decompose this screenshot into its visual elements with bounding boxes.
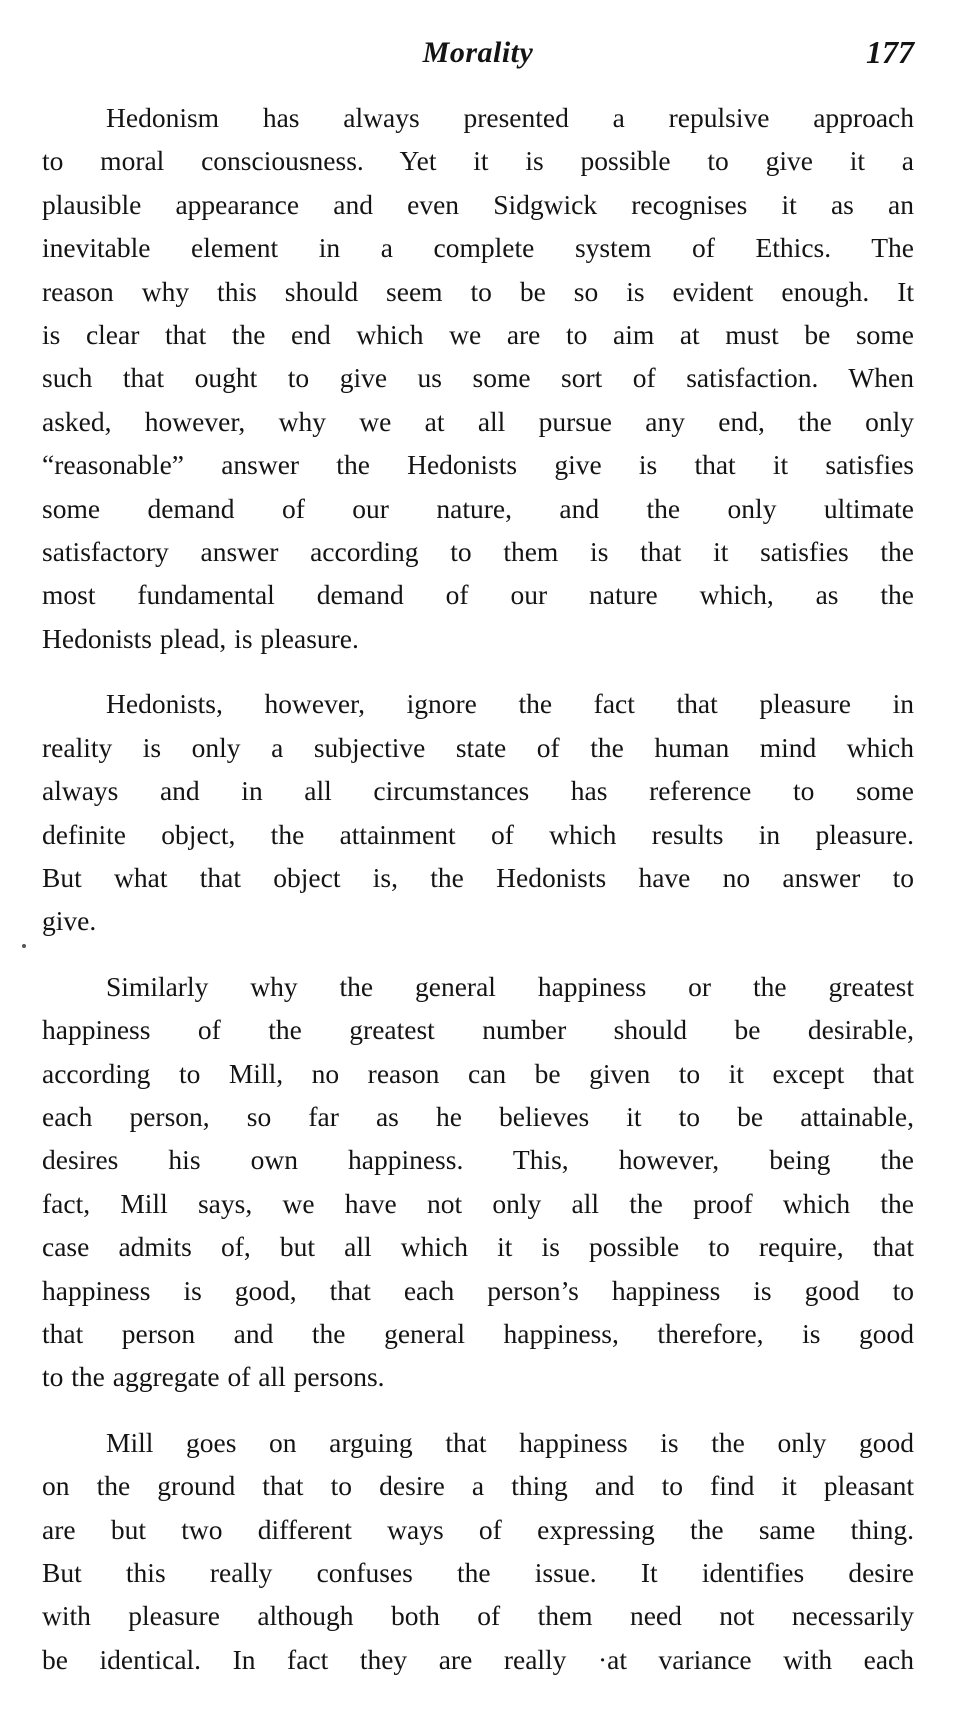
text-line: be identical. In fact they are really ·at variance with each (42, 1643, 914, 1675)
text-line: fact, Mill says, we have not only all the proof which the (42, 1187, 914, 1219)
text-line: give. (42, 905, 97, 937)
text-line: reason why this should seem to be so is evident enough. It (42, 275, 914, 307)
text-line: to moral consciousness. Yet it is possible to give it a (42, 145, 914, 177)
text-line: desires his own happiness. This, however, being the (42, 1144, 914, 1176)
text-line: Hedonism has always presented a repulsive approach (106, 102, 914, 133)
text-line: But this really confuses the issue. It identifies desire (42, 1557, 914, 1588)
body-text (42, 96, 914, 1703)
text-line: each person, so far as he believes it to be attainable, (42, 1100, 914, 1132)
text-line: that person and the general happiness, therefore, is good (42, 1317, 914, 1349)
text-line: most fundamental demand of our nature which, as the (42, 579, 914, 611)
text-line: Mill goes on arguing that happiness is the only good (106, 1426, 914, 1458)
text-line: “reasonable” answer the Hedonists give is that it satisfies (42, 449, 914, 481)
page-number: 177 (866, 34, 914, 70)
text-line: happiness of the greatest number should be desirable, (42, 1014, 914, 1046)
running-header (42, 28, 914, 78)
paragraph-1 (42, 96, 914, 660)
text-line: case admits of, but all which it is possible to require, that (42, 1231, 914, 1263)
text-line: on the ground that to desire a thing and to find it pleasant (42, 1470, 914, 1502)
running-title: Morality (422, 36, 534, 69)
text-line: reality is only a subjective state of the human mind which (42, 731, 914, 763)
print-speck (22, 944, 26, 948)
text-line: plausible appearance and even Sidgwick recognises it as an (42, 188, 914, 220)
paragraph-2 (42, 682, 914, 942)
text-line: such that ought to give us some sort of satisfaction. When (42, 362, 914, 394)
text-line: Hedonists, however, ignore the fact that pleasure in (106, 688, 914, 720)
text-line: is clear that the end which we are to aim at must be some (42, 319, 914, 351)
paragraph-4 (42, 1421, 914, 1681)
text-line: Similarly why the general happiness or the greatest (106, 970, 914, 1002)
text-line: some demand of our nature, and the only ultimate (42, 492, 914, 524)
text-line: with pleasure although both of them need not necessarily (42, 1600, 914, 1632)
text-line: happiness is good, that each person’s happiness is good to (42, 1274, 914, 1306)
text-line: are but two different ways of expressing the same thing. (42, 1513, 914, 1545)
text-line: to the aggregate of all persons. (42, 1361, 385, 1393)
text-line: asked, however, why we at all pursue any end, the only (42, 405, 914, 437)
text-line: Hedonists plead, is pleasure. (42, 622, 359, 654)
text-line: definite object, the attainment of which results in pleasure. (42, 818, 914, 850)
paragraph-3 (42, 965, 914, 1399)
text-line: inevitable element in a complete system of Ethics. The (42, 232, 914, 264)
text-line: according to Mill, no reason can be given to it except that (42, 1057, 914, 1089)
text-line: But what that object is, the Hedonists have no answer to (42, 861, 914, 893)
text-line: always and in all circumstances has reference to some (42, 775, 914, 807)
text-line: satisfactory answer according to them is that it satisfies the (42, 536, 914, 568)
